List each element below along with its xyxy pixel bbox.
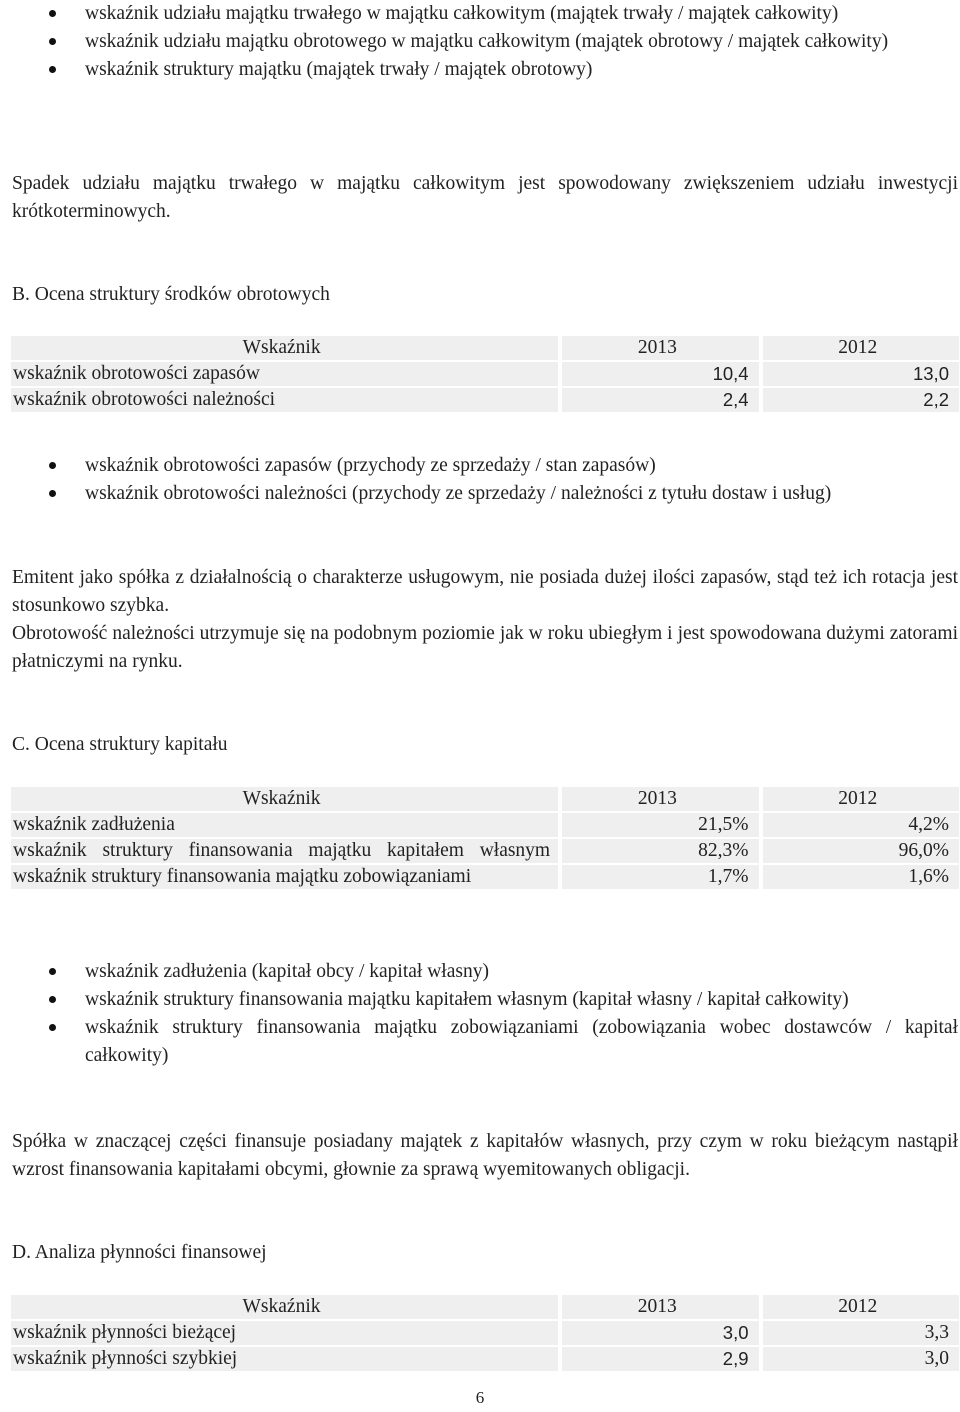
table-cell: 3,0 <box>763 1347 960 1371</box>
table-cell: 10,4 <box>562 362 762 386</box>
table-cell: 2,2 <box>763 388 959 412</box>
column-header: 2013 <box>562 787 762 811</box>
table-header-row <box>11 336 959 360</box>
list-item: wskaźnik obrotowości zapasów (przychody ze sprzedaży / stan zapasów) <box>12 452 958 480</box>
table-cell: 96,0% <box>763 839 959 863</box>
paragraph-a: Spadek udziału majątku trwałego w majątku całkowitym jest spowodowany zwiększeniem udziału inwestycji krótkoterminowych. <box>12 173 958 222</box>
bullet-icon <box>49 490 56 497</box>
table-cell: 82,3% <box>562 839 762 863</box>
table-row <box>11 388 959 412</box>
table-row <box>11 362 959 386</box>
bullet-icon <box>49 968 56 975</box>
table-cell: wskaźnik zadłużenia <box>11 813 562 837</box>
bullet-icon <box>49 1024 56 1031</box>
table-row <box>11 1347 959 1371</box>
ratio-definitions-list-c <box>12 958 958 1070</box>
bullet-icon <box>49 38 56 45</box>
table-row <box>11 865 959 889</box>
table-cell: wskaźnik struktury finansowania majątku zobowiązaniami <box>11 865 562 889</box>
column-header: 2013 <box>562 336 762 360</box>
list-item: wskaźnik struktury majątku (majątek trwały / majątek obrotowy) <box>12 56 958 84</box>
table-cell: 1,6% <box>763 865 959 889</box>
bullet-icon <box>49 10 56 17</box>
list-item: wskaźnik udziału majątku trwałego w majątku całkowitym (majątek trwały / majątek całkowity) <box>12 0 958 28</box>
table-cell: 2,9 <box>562 1347 762 1371</box>
table-cell: 2,4 <box>562 388 762 412</box>
table-cell: 1,7% <box>562 865 762 889</box>
table-cell: 13,0 <box>763 362 959 386</box>
table-cell: wskaźnik obrotowości zapasów <box>11 362 562 386</box>
section-c-title: C. Ocena struktury kapitału <box>12 734 228 755</box>
section-c-table <box>11 785 959 891</box>
list-item: wskaźnik struktury finansowania majątku zobowiązaniami (zobowiązania wobec dostawców / kapitał całkowity) <box>12 1014 958 1070</box>
table-cell: wskaźnik struktury finansowania majątku kapitałem własnym <box>11 839 562 863</box>
paragraph-b2: Obrotowość należności utrzymuje się na podobnym poziomie jak w roku ubiegłym i jest spowodowana dużymi zatorami płatniczymi na rynku. <box>12 623 958 672</box>
list-item: wskaźnik udziału majątku obrotowego w majątku całkowitym (majątek obrotowy / majątek całkowity) <box>12 28 958 56</box>
section-b-title: B. Ocena struktury środków obrotowych <box>12 284 330 305</box>
paragraph-b1: Emitent jako spółka z działalnością o charakterze usługowym, nie posiada dużej ilości zapasów, stąd też ich rotacja jest stosunkowo szybka. <box>12 567 958 616</box>
table-cell: 21,5% <box>562 813 762 837</box>
column-header: 2012 <box>763 787 959 811</box>
table-row <box>11 813 959 837</box>
paragraph-c: Spółka w znaczącej części finansuje posiadany majątek z kapitałów własnych, przy czym w roku bieżącym nastąpił wzrost finansowania kapitałami obcymi, głownie za sprawą wyemitowanych obligacji. <box>12 1131 958 1180</box>
bullet-icon <box>49 462 56 469</box>
column-header: 2012 <box>763 1295 960 1319</box>
section-d-title: D. Analiza płynności finansowej <box>12 1242 267 1263</box>
table-cell: 3,0 <box>562 1321 762 1345</box>
list-item: wskaźnik zadłużenia (kapitał obcy / kapitał własny) <box>12 958 958 986</box>
page-number: 6 <box>475 1388 485 1407</box>
section-b-table <box>11 334 959 414</box>
table-row <box>11 1321 959 1345</box>
list-item: wskaźnik obrotowości należności (przychody ze sprzedaży / należności z tytułu dostaw i usług) <box>12 480 958 508</box>
bullet-icon <box>49 996 56 1003</box>
column-header: Wskaźnik <box>11 336 562 360</box>
table-header-row <box>11 787 959 811</box>
table-cell: 3,3 <box>763 1321 960 1345</box>
column-header: Wskaźnik <box>11 787 562 811</box>
table-cell: wskaźnik obrotowości należności <box>11 388 562 412</box>
column-header: Wskaźnik <box>11 1295 562 1319</box>
ratio-definitions-list-b <box>12 452 958 508</box>
table-cell: wskaźnik płynności bieżącej <box>11 1321 562 1345</box>
column-header: 2012 <box>763 336 959 360</box>
table-cell: 4,2% <box>763 813 959 837</box>
bullet-icon <box>49 66 56 73</box>
ratio-definitions-list-a <box>12 0 958 84</box>
table-cell: wskaźnik płynności szybkiej <box>11 1347 562 1371</box>
list-item: wskaźnik struktury finansowania majątku kapitałem własnym (kapitał własny / kapitał całkowity) <box>12 986 958 1014</box>
section-d-table <box>11 1293 959 1373</box>
table-row <box>11 839 959 863</box>
column-header: 2013 <box>562 1295 762 1319</box>
table-header-row <box>11 1295 959 1319</box>
